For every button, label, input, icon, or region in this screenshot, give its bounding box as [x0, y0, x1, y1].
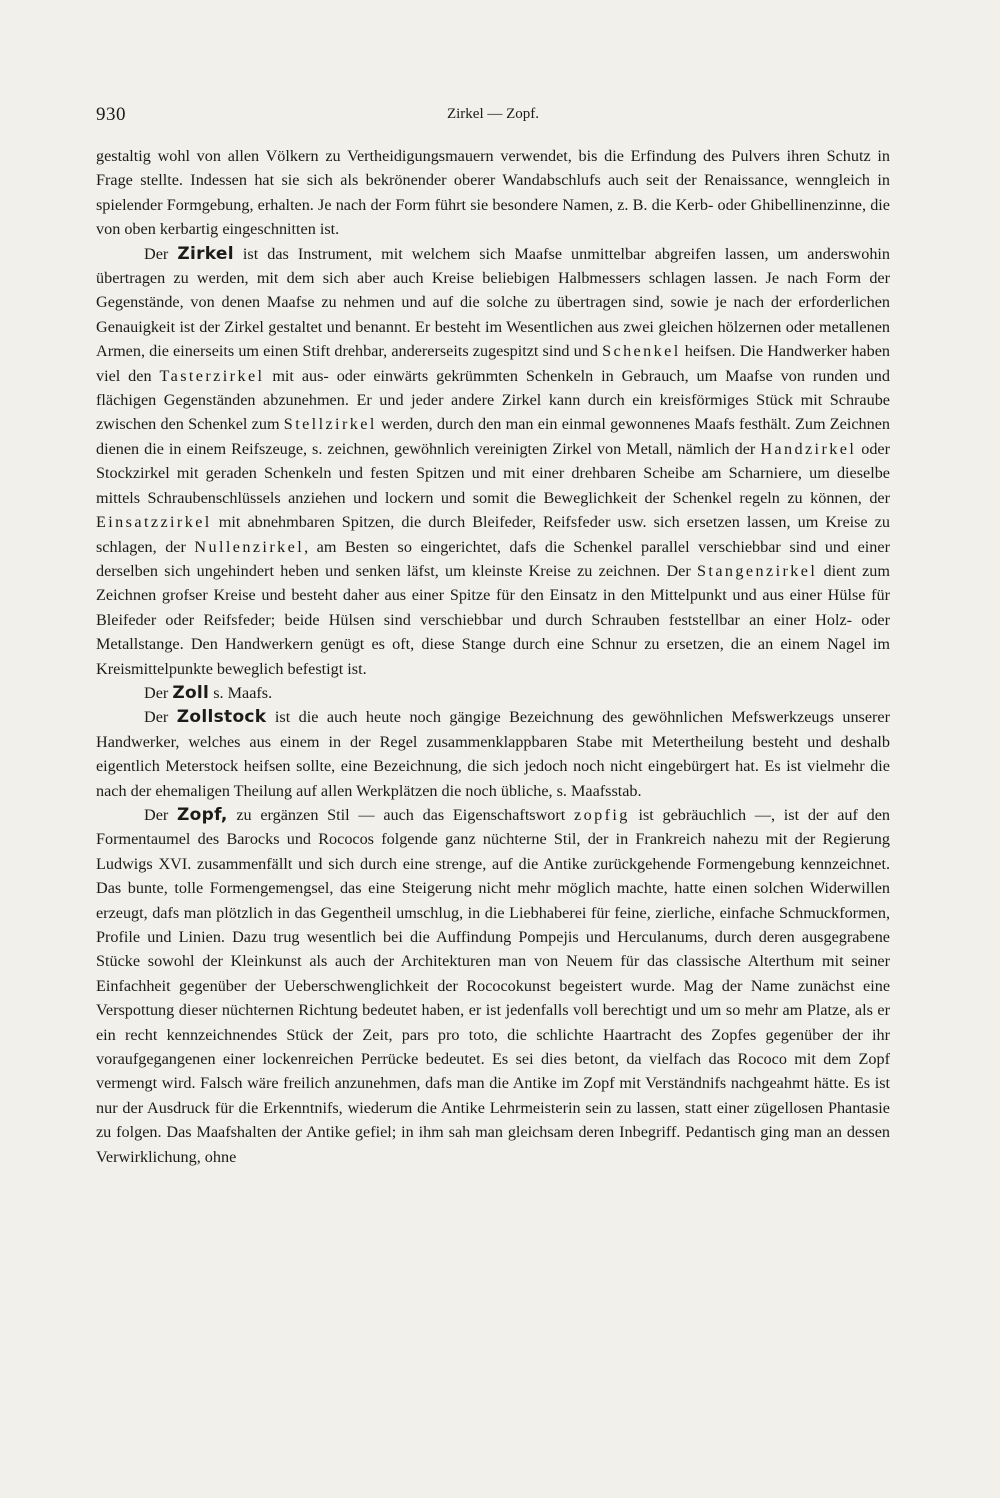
term-zopfig: zopfig — [574, 805, 630, 824]
entry-term-zoll: Zoll — [172, 682, 210, 703]
running-title: Zirkel — Zopf. — [446, 106, 540, 122]
term-nullenzirkel: Nullenzirkel — [194, 537, 305, 556]
entry-term-zopf: Zopf, — [177, 804, 228, 825]
term-schenkel: Schenkel — [602, 342, 681, 361]
body-text — [96, 144, 890, 1169]
paragraph-zinne-continuation: gestaltig wohl von allen Völkern zu Vertheidigungsmauern verwendet, bis die Erfindung des Pulvers ihren Schutz in Frage stellte. Indessen hat sie sich als bekrönender oberer Wandabschlufs auch seit der Renaissance, wenngleich in spielender Formgebung, erhalten. Je nach der Form führt sie besondere Namen, z. B. die Kerb- oder Ghibellinenzinne, die von oben kerbartig eingeschnitten ist. — [96, 147, 890, 239]
paragraph-zoll: Der Zoll s. Maafs. — [144, 682, 273, 703]
term-einsatzzirkel: Einsatzzirkel — [96, 513, 212, 532]
term-stellzirkel: Stellzirkel — [283, 415, 377, 434]
entry-term-zollstock: Zollstock — [176, 707, 267, 728]
term-stangenzirkel: Stangenzirkel — [697, 561, 818, 580]
paragraph-zollstock: Der Zollstock ist die auch heute noch gängige Bezeichnung des gewöhnlichen Mefswerkzeugs unserer Handwerker, welches aus einem in der Regel zusammenklappbaren Stabe mit Metertheilung besteht und deshalb eigentlich Meterstock heifsen sollte, eine Bezeichnung, die sich jedoch noch nicht eingebürgert hat. Es ist vielmehr die nach der ehemaligen Theilung auf allen Werkplätzen die noch übliche, s. Maafsstab. — [96, 707, 891, 800]
page-header — [96, 104, 890, 130]
term-handzirkel: Handzirkel — [760, 439, 857, 458]
paragraph-zirkel: Der Zirkel ist das Instrument, mit welchem sich Maafse unmittelbar abgreifen lassen, um anderswohin übertragen zu werden, mit dem sich aber auch Kreise beliebigen Halbmessers schlagen lassen. Je nach Form der Gegenstände, von denen Maafse zu nehmen und auf die solche zu übertragen sind, sowie je nach der erforderlichen Genauigkeit ist der Zirkel gestaltet und benannt. Er besteht im Wesentlichen aus zwei gleichen hölzernen oder metallenen Armen, die einerseits um einen Stift drehbar, andererseits zugespitzt sind und Schenkel heifsen. Die Handwerker haben viel den Tasterzirkel mit aus- oder einwärts gekrümmten Schenkeln in Gebrauch, um Maafse von runden und flächigen Gegenständen abzunehmen. Er und jeder andere Zirkel kann durch ein kreisförmiges Stück mit Schraube zwischen den Schenkel zum Stellzirkel werden, durch den man ein einmal gewonnenes Maafs festhält. Zum Zeichnen dienen die in einem Reifszeuge, s. zeichnen, gewöhnlich vereinigten Zirkel von Metall, nämlich der Handzirkel oder Stockzirkel mit geraden Schenkeln und festen Spitzen und mit einer drehbaren Scheibe am Scharniere, um dieselbe mittels Schraubenschlüssels anziehen und lockern und somit die Beweglichkeit der Schenkel regeln zu können, der Einsatzzirkel mit abnehmbaren Spitzen, die durch Bleifeder, Reifsfeder usw. sich ersetzen lassen, um Kreise zu schlagen, der Nullenzirkel, am Besten so eingerichtet, dafs die Schenkel parallel verschiebbar sind und einer derselben sich ungehindert heben und senken läfst, um kleinste Kreise zu zeichnen. Der Stangenzirkel dient zum Zeichnen grofser Kreise und besteht daher aus einer Spitze für den Einsatz in den Mittelpunkt und aus einer Hülse für Bleifeder oder Reifsfeder; beide Hülsen sind verschiebbar und durch Schrauben feststellbar an einer Holz- oder Metallstange. Den Handwerkern genügt es oft, diese Stange durch eine Schnur zu ersetzen, die an einem Nagel im Kreismittelpunkte beweglich befestigt ist. — [96, 243, 891, 678]
entry-term-zirkel: Zirkel — [177, 243, 234, 264]
paragraph-zopf: Der Zopf, zu ergänzen Stil — auch das Eigenschaftswort zopfig ist gebräuchlich —, ist der auf den Formentaumel des Barocks und Rococos folgende ganz nüchterne Stil, der in Frankreich nahezu mit der Regierung Ludwigs XVI. zusammenfällt und sich durch eine strenge, auf die Antike zurückgehende Formengebung kennzeichnet. Das bunte, tolle Formengemengsel, das eine Steigerung nicht mehr möglich machte, hatte einen solchen Widerwillen erzeugt, dafs man plötzlich in das Gegentheil umschlug, in die Liebhaberei für feine, zierliche, einfache Schmuckformen, Profile und Linien. Dazu trug wesentlich bei die Auffindung Pompejis und Herculanums, durch deren ausgegrabene Stücke sowohl der Kleinkunst als auch der Architekturen man von Neuem für das classische Alterthum mit seiner Einfachheit gegenüber der Ueberschwenglichkeit der Rococokunst begeistert wurde. Mag der Name zunächst eine Verspottung dieser nüchternen Richtung bedeutet haben, er ist jedenfalls voll berechtigt und um so mehr am Platze, als er ein recht kennzeichnendes Stück der Zeit, pars pro toto, die schlichte Haartracht des Zopfes gegenüber der ihr voraufgegangenen einer lockenreichen Perrücke bedeutet. Es sei dies betont, da vielfach das Rococo mit dem Zopf vermengt wird. Falsch wäre freilich anzunehmen, dafs man die Antike im Zopf mit Verständnifs nachgeahmt hätte. Es ist nur der Ausdruck für die Erkenntnifs, wiederum die Antike Lehrmeisterin sein zu lassen, statt einer zügellosen Phantasie zu folgen. Das Maafshalten der Antike gefiel; in ihm sah man gleichsam deren Inbegriff. Pedantisch ging man an dessen Verwirklichung, ohne — [96, 804, 890, 1166]
term-tasterzirkel: Tasterzirkel — [159, 366, 265, 385]
page-number: 930 — [96, 104, 126, 125]
